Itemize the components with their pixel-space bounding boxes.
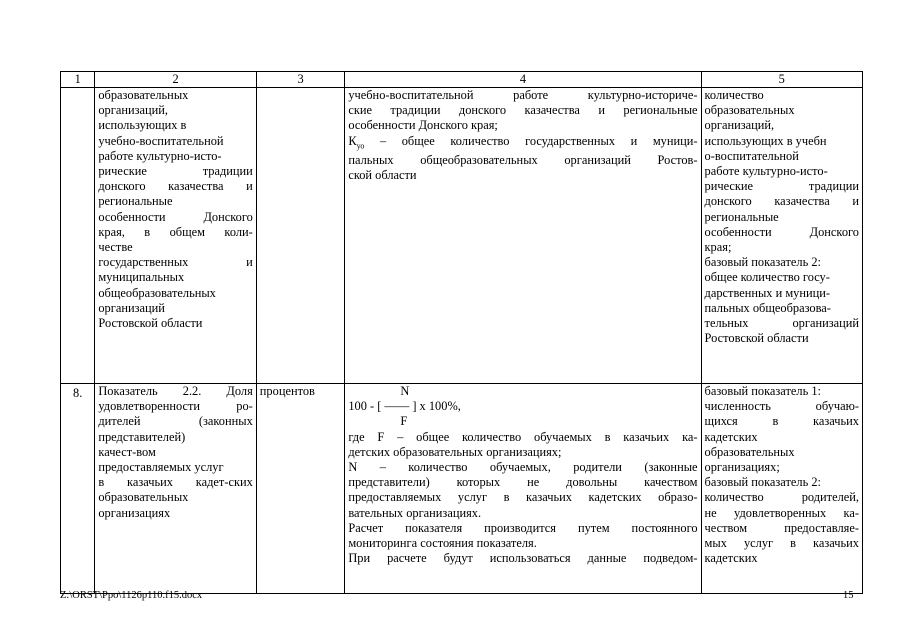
- text-line: донского казачества и: [98, 179, 253, 194]
- footer-file-path: Z:\ORST\Ppo\1126p110.f15.docx: [60, 590, 203, 601]
- text-line: организаций,: [704, 118, 775, 133]
- text-line: в казачьих кадет-ских: [98, 475, 253, 490]
- text-line: общее количество госу-: [704, 270, 830, 285]
- text-line: региональные: [98, 194, 173, 209]
- text-line: [348, 134, 697, 154]
- text-line: учебно-воспитательной работе культурно-историче-: [348, 88, 698, 102]
- indicator-name-cell: [95, 88, 256, 384]
- text-line: базовый показатель 2:: [704, 255, 821, 270]
- text-line: муниципальных: [98, 270, 185, 285]
- text-line: рические традиции: [98, 164, 253, 179]
- text-line: особенности Донского: [704, 224, 859, 239]
- text-line: дарственных и муници-: [704, 285, 831, 300]
- text-line: государственных и: [98, 255, 253, 270]
- text-fragment: – общее количество государственных и муници-: [364, 133, 698, 148]
- indicator-table: [60, 71, 863, 594]
- text-line: организациях: [98, 505, 171, 520]
- table-row: [61, 88, 863, 384]
- unit-cell: [256, 88, 345, 384]
- symbol-k: К: [348, 133, 357, 148]
- text-line: детских образовательных организациях;: [348, 444, 562, 459]
- text-line: удовлетворенности ро-: [98, 399, 253, 414]
- method-cell: [345, 384, 701, 594]
- text-line: пальных общеобразова-: [704, 300, 831, 315]
- text-line: не удовлетворенных ка-: [704, 505, 859, 520]
- indicator-name-cell: [95, 384, 256, 594]
- symbol-subscript: уо: [356, 141, 365, 151]
- text-line: мониторинга состояния показателя.: [348, 536, 537, 551]
- text-line: представители) которых не довольны качеством: [348, 475, 698, 490]
- text-line: особенности Донского края;: [348, 118, 498, 133]
- text-line: базовый показатель 2:: [704, 475, 821, 490]
- header-cell-2: 2: [95, 72, 256, 88]
- unit-cell: процентов: [256, 384, 345, 594]
- text-line: Показатель 2.2. Доля: [98, 384, 253, 398]
- text-line: о-воспитательной: [704, 148, 799, 163]
- header-cell-4: 4: [345, 72, 701, 88]
- text-line: ские традиции донского казачества и региональные: [348, 103, 698, 118]
- base-indicator-cell: [701, 88, 862, 384]
- text-line: организаций,: [98, 103, 168, 118]
- text-line: При расчете будут использоваться данные подведом-: [348, 551, 698, 566]
- text-line: численность обучаю-: [704, 399, 859, 414]
- text-line: количество: [704, 88, 764, 102]
- text-line: края;: [704, 240, 732, 255]
- text-line: вательных организациях.: [348, 505, 482, 520]
- header-cell-5: 5: [701, 72, 862, 88]
- text-line: тельных организаций: [704, 316, 859, 331]
- text-line: предоставляемых услуг в казачьих кадетских образо-: [348, 490, 698, 505]
- row-number: [61, 88, 95, 384]
- table-row: [61, 384, 863, 594]
- text-line: щихся в казачьих: [704, 414, 859, 429]
- text-line: особенности Донского: [98, 209, 253, 224]
- text-line: представителей): [98, 429, 186, 444]
- text-line: качест-вом: [98, 444, 156, 459]
- text-line: чеством предоставляе-: [704, 520, 859, 535]
- header-cell-1: 1: [61, 72, 95, 88]
- text-line: пальных общеобразовательных организаций Ростов-: [348, 153, 698, 168]
- formula-expression: 100 - [ —— ] x 100%,: [348, 399, 461, 414]
- text-line: организациях;: [704, 460, 780, 475]
- header-cell-3: 3: [256, 72, 345, 88]
- text-line: N – количество обучаемых, родители (законные: [348, 460, 698, 475]
- text-line: образовательных: [98, 490, 189, 505]
- text-line: рические традиции: [704, 179, 859, 194]
- method-cell: [345, 88, 701, 384]
- text-line: региональные: [704, 209, 779, 224]
- text-line: работе культурно-исто-: [704, 164, 828, 179]
- text-line: Ростовской области: [98, 316, 203, 331]
- text-line: мых услуг в казачьих: [704, 536, 859, 551]
- text-line: работе культурно-исто-: [98, 148, 222, 163]
- text-line: количество родителей,: [704, 490, 859, 505]
- text-line: края, в общем коли-: [98, 224, 253, 239]
- text-line: Расчет показателя производится путем постоянного: [348, 520, 698, 535]
- text-line: использующих в учебн: [704, 133, 827, 148]
- text-line: ской области: [348, 168, 417, 183]
- text-line: предоставляемых услуг: [98, 460, 224, 475]
- text-line: использующих в: [98, 118, 187, 133]
- text-line: честве: [98, 240, 133, 255]
- row-number: 8.: [61, 384, 95, 594]
- formula-denominator: F: [400, 414, 408, 429]
- text-line: где F – общее количество обучаемых в казачьих ка-: [348, 429, 698, 444]
- base-indicator-cell: [701, 384, 862, 594]
- text-line: образовательных: [704, 103, 795, 118]
- table-header-row: [61, 72, 863, 88]
- text-line: образовательных: [98, 88, 189, 102]
- text-line: образовательных: [704, 444, 795, 459]
- text-line: дителей (законных: [98, 414, 253, 429]
- text-line: учебно-воспитательной: [98, 133, 224, 148]
- text-line: общеобразовательных: [98, 285, 216, 300]
- text-line: организаций: [98, 300, 165, 315]
- text-line: кадетских: [704, 429, 758, 444]
- formula-numerator: N: [400, 384, 410, 398]
- text-line: Ростовской области: [704, 331, 809, 346]
- footer-page-number: 15: [843, 590, 854, 601]
- text-line: кадетских: [704, 551, 758, 566]
- text-line: донского казачества и: [704, 194, 859, 209]
- text-line: базовый показатель 1:: [704, 384, 821, 398]
